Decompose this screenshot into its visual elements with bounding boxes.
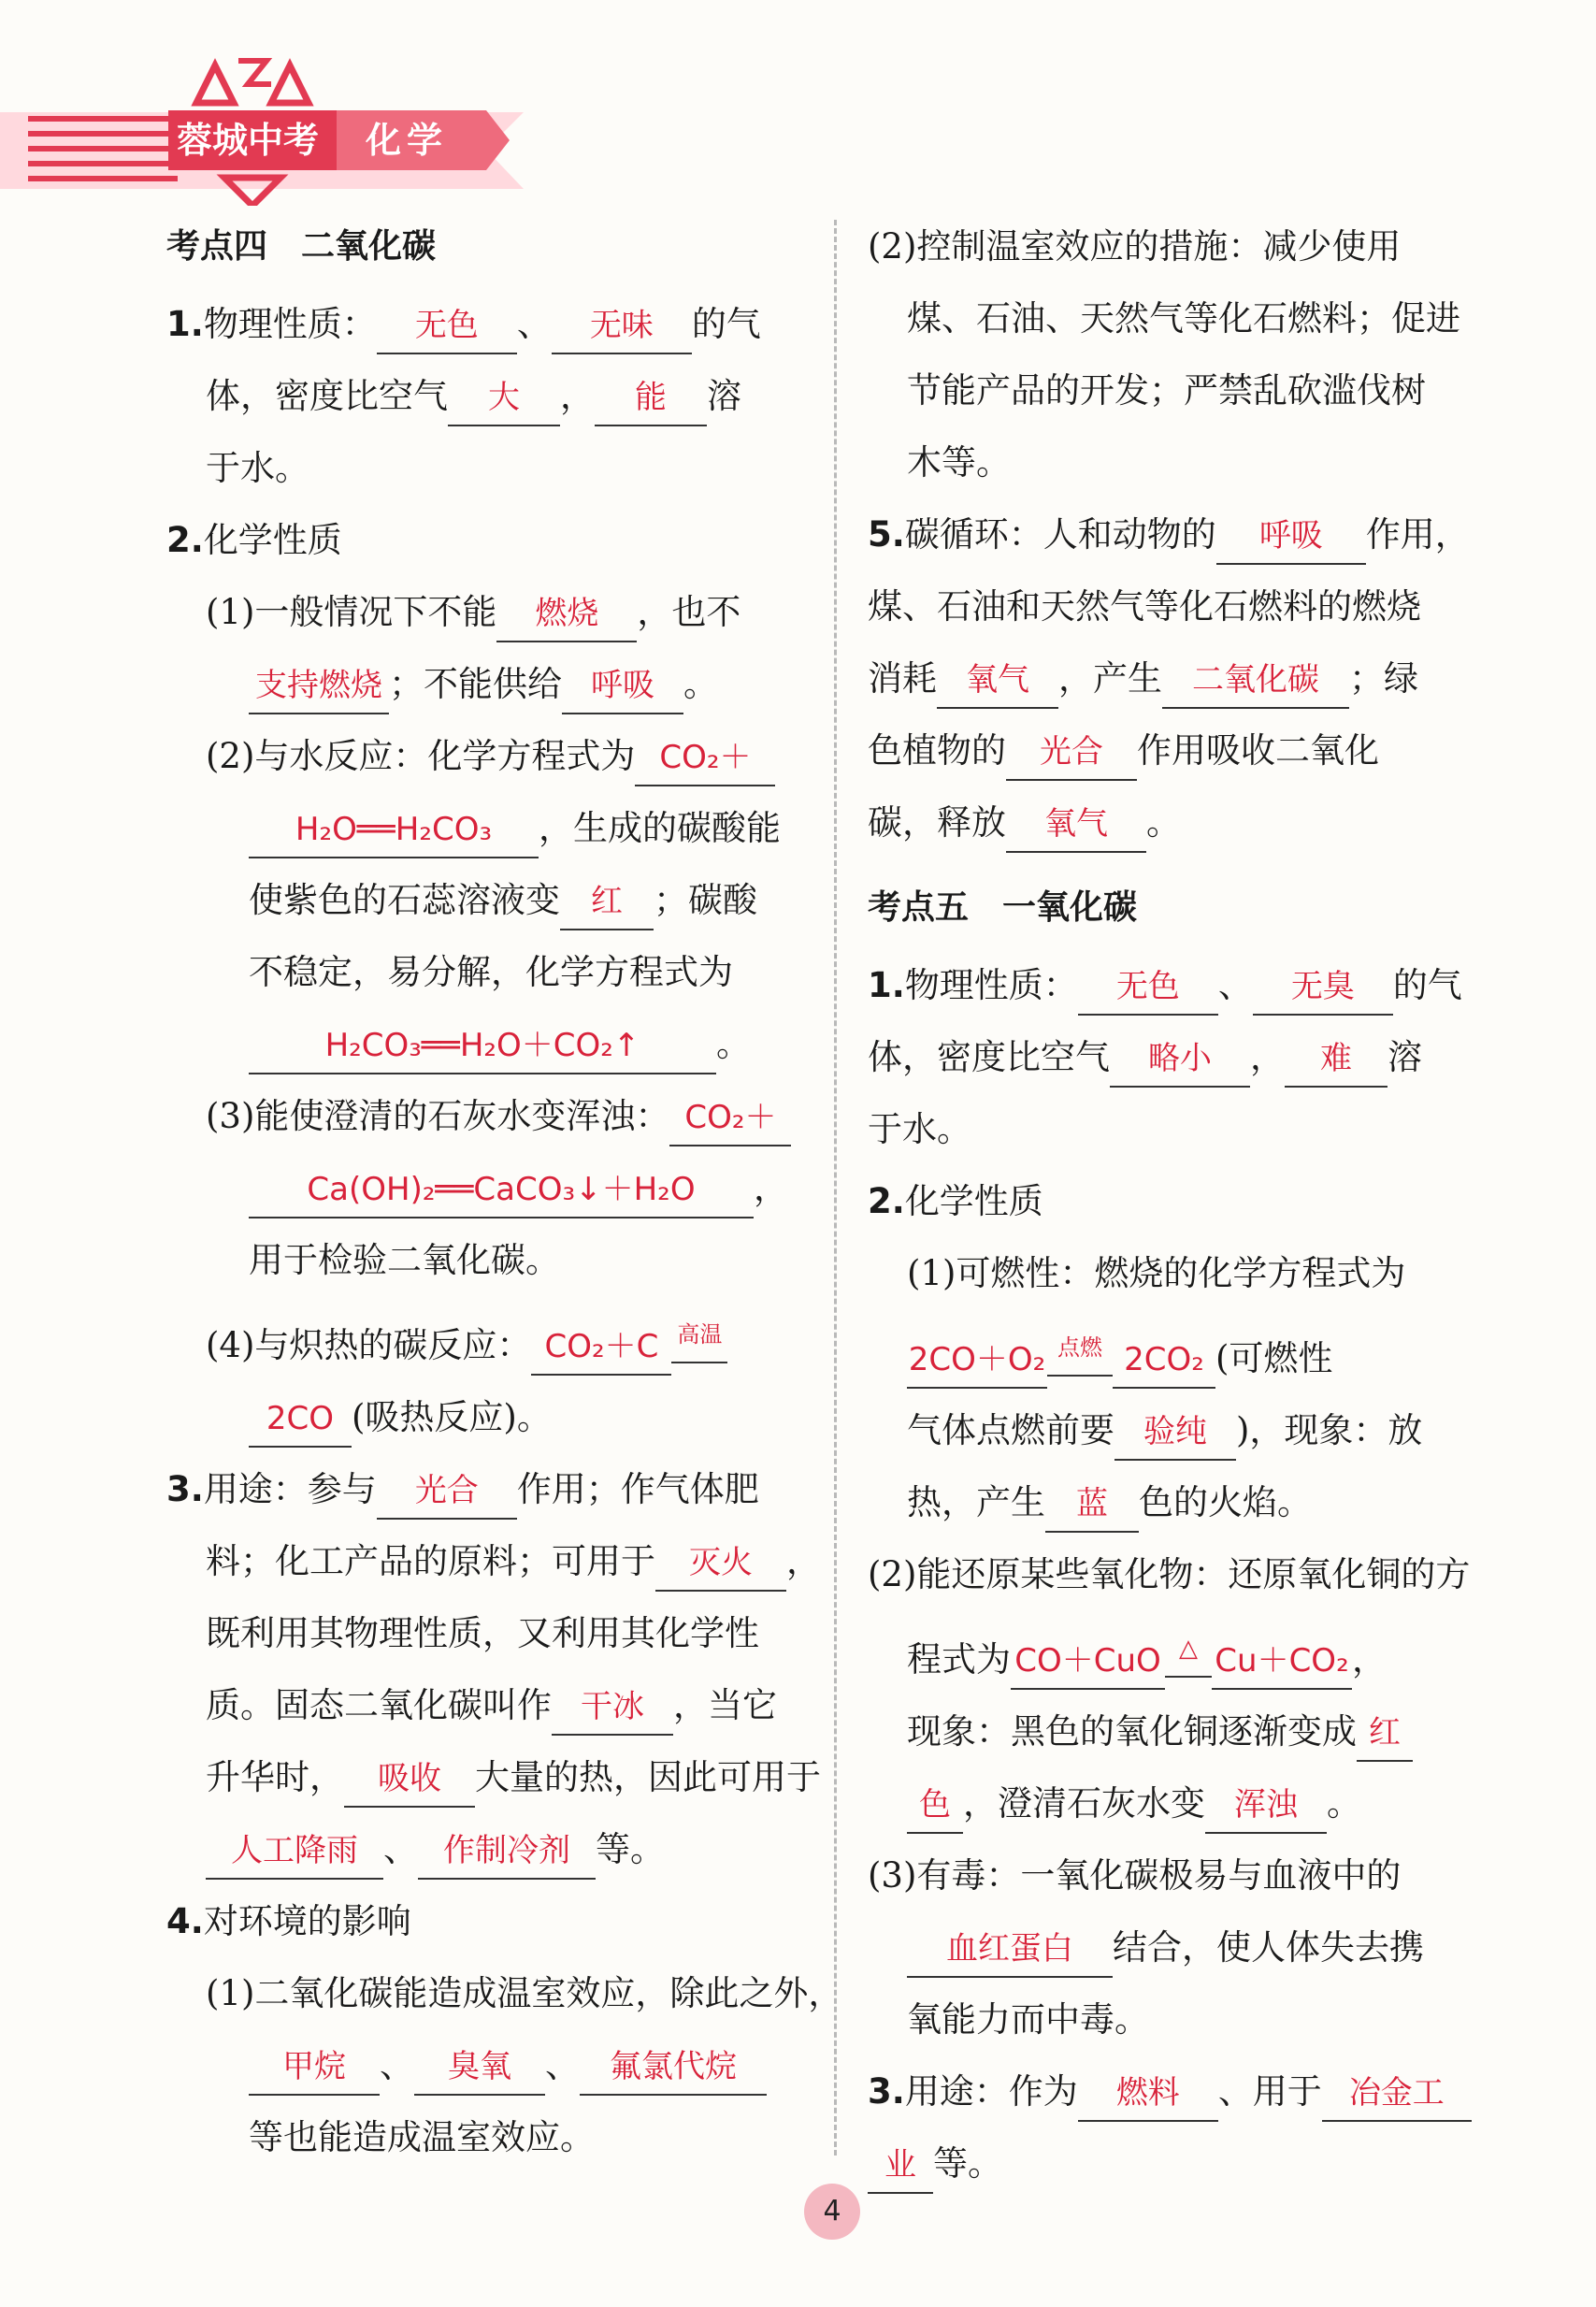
co2-env-2: (2)控制温室效应的措施：减少使用 — [868, 226, 1402, 267]
section-title-co2: 考点四 二氧化碳 — [166, 227, 437, 266]
co-chemical-title: 2.化学性质 — [868, 1181, 1043, 1221]
subject-tab: 化学 — [365, 120, 448, 161]
co2-physical: 1.物理性质： 无色 、 无味 的气 — [166, 288, 802, 360]
co-uses: 3.用途：作为 燃料 、用于 冶金工 — [868, 2055, 1503, 2127]
right-column: (2)控制温室效应的措施：减少使用 煤、石油、天然气等化石燃料；促进 节能产品的开发；严禁乱砍滥伐树 木等。 5.碳循环：人和动物的 呼吸 作用， 煤、石油和天然气等化石燃料的燃烧 消耗 氧气 ，产生 二氧化碳 ；绿 色植物的 光合 作用吸收二氧化 碳，释放 氧气 。 考点五 一氧化碳 1.物理性质： 无色 、 无臭 的气 体，密度比空气 略小 ， 难 溶 于水。 2.化学性质 (1)可燃性：燃烧的化学方程式为 2CO＋O₂ 点燃 2CO₂ (可燃性 气体点燃前要 验纯 )，现象：放 热，产生 蓝 色的火焰。 (2)能还原某些氧化物：还原氧化铜的方 程式为 CO＋CuO △ Cu＋CO₂， 现象：黑色的氧化铜逐渐变成 红 色 ，澄清石灰水变 浑浊 。 (3)有毒：一氧化碳极易与血液中的 血红蛋白 结合，使人体失去携 氧能力而中毒。 3.用途：作为 燃料 、用于 冶金工 业 等。 — [868, 210, 1503, 2199]
left-column: 考点四 二氧化碳 1.物理性质： 无色 、 无味 的气 体，密度比空气 大 ， 能 溶 于水。 2.化学性质 (1)一般情况下不能 燃烧 ，也不 支持燃烧 ；不能供给 呼吸 。 (2)与水反应：化学方程式为 CO₂＋ H₂O══H₂CO₃ ，生成的碳酸能 使紫色的石蕊溶液变 红 ；碳酸 不稳定，易分解，化学方程式为 H₂CO₃══H₂O＋CO₂↑ 。 (3)能使澄清的石灰水变浑浊： CO₂＋ Ca(OH)₂══CaCO₃↓＋H₂O ， 用于检验二氧化碳。 (4)与炽热的碳反应： CO₂＋C 高温 2CO (吸热反应)。 3.用途：参与 光合 作用；作气体肥 料；化工产品的原料；可用于 灭火 ， 既利用其物理性质，又利用其化学性 质。固态二氧化碳叫作 干冰 ，当它 升华时， 吸收 大量的热，因此可用于 人工降雨 、 作制冷剂 等。 4.对环境的影响 (1)二氧化碳能造成温室效应，除此之外， 甲烷 、 臭氧 、 氟氯代烷 等也能造成温室效应。 — [166, 210, 802, 2173]
co2-chem-1: (1)一般情况下不能 燃烧 ，也不 — [166, 576, 802, 648]
section-title-co: 考点五 一氧化碳 — [868, 888, 1138, 927]
page-number: 4 — [804, 2184, 860, 2240]
column-divider — [834, 220, 837, 2156]
co2-uses: 3.用途：参与 光合 作用；作气体肥 — [166, 1453, 802, 1525]
co2-environment: 4.对环境的影响 — [166, 1901, 411, 1941]
co-physical: 1.物理性质： 无色 、 无臭 的气 — [868, 949, 1503, 1021]
co2-chem-3: (3)能使澄清的石灰水变浑浊： CO₂＋ — [166, 1080, 802, 1152]
co2-chem-4: (4)与炽热的碳反应： CO₂＋C 高温 — [166, 1309, 802, 1381]
brand-title: 蓉城中考 — [176, 120, 319, 161]
carbon-cycle: 5.碳循环：人和动物的 呼吸 作用， — [868, 498, 1503, 570]
co-chem-2: (2)能还原某些氧化物：还原氧化铜的方 — [868, 1554, 1471, 1594]
co-chem-1: (1)可燃性：燃烧的化学方程式为 — [907, 1253, 1406, 1293]
header — [0, 47, 561, 206]
co2-chemical-title: 2.化学性质 — [166, 520, 342, 560]
co-chem-3: (3)有毒：一氧化碳极易与血液中的 — [868, 1855, 1402, 1896]
co2-chem-2: (2)与水反应：化学方程式为 CO₂＋ — [166, 720, 802, 792]
